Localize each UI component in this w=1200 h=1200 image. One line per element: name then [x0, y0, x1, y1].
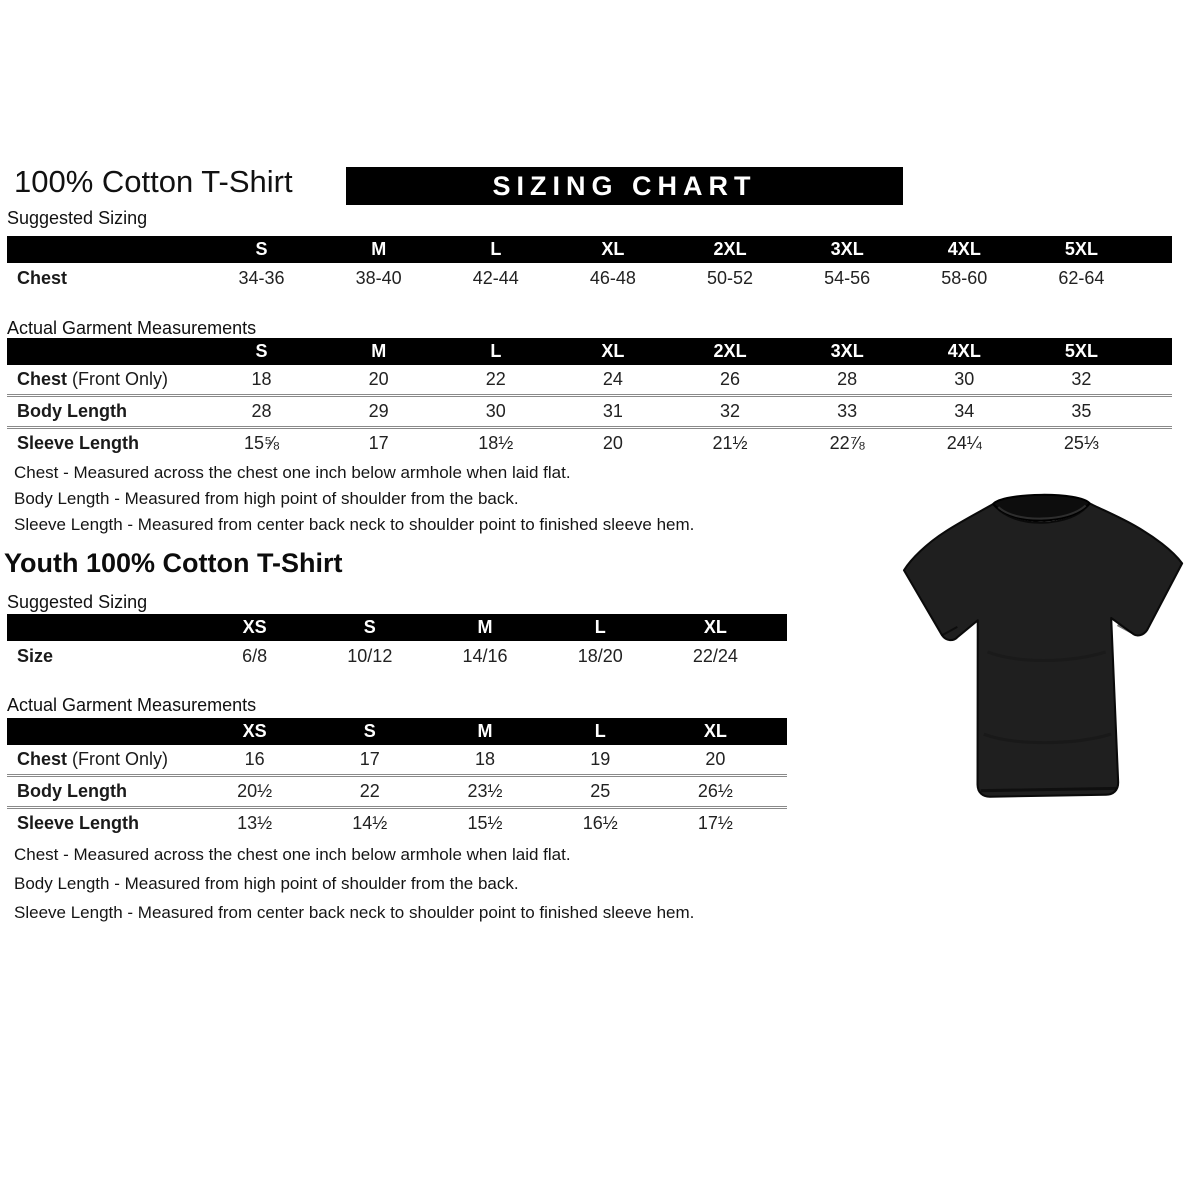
measurement-value: 22: [359, 781, 380, 801]
table-row: [7, 263, 1172, 293]
measurement-value: 15⅝: [244, 433, 280, 453]
measurement-value: 34: [954, 401, 975, 421]
youth-suggested-sizing-label: Suggested Sizing: [7, 592, 148, 612]
measurement-value: 54-56: [824, 267, 871, 288]
measurement-value: 30: [954, 369, 975, 389]
measurement-value: 17: [359, 749, 380, 769]
measurement-value: 38-40: [355, 267, 402, 288]
measurement-value: 28: [837, 369, 858, 389]
row-label: Sleeve Length: [17, 433, 140, 453]
measurement-value: 25⅓: [1063, 433, 1099, 453]
measurement-value: 23½: [467, 781, 503, 801]
measurement-value: 20: [368, 369, 389, 389]
measurement-value: 22⅞: [829, 433, 865, 453]
measurement-value: 28: [251, 401, 272, 421]
page-title: 100% Cotton T-Shirt: [14, 164, 293, 199]
youth-actual-measurements-table: [7, 718, 787, 838]
measurement-value: 16: [244, 749, 265, 769]
measurement-value: 25: [590, 781, 611, 801]
measurement-value: 10/12: [347, 645, 393, 666]
size-column-header: 5XL: [1064, 239, 1098, 259]
size-column-header: S: [255, 239, 268, 259]
size-column-header: L: [594, 617, 606, 637]
size-header-row: [7, 614, 787, 641]
measurement-value: 17½: [697, 813, 733, 833]
size-column-header: S: [255, 341, 268, 361]
size-column-header: L: [490, 239, 502, 259]
measurement-value: 32: [1071, 369, 1092, 389]
size-column-header: S: [363, 721, 376, 741]
measurement-note: Chest - Measured across the chest one inch below armhole when laid flat.: [14, 463, 571, 482]
size-column-header: 4XL: [947, 341, 981, 361]
size-column-header: M: [371, 239, 387, 259]
adult-actual-measurements-label: Actual Garment Measurements: [7, 318, 257, 338]
size-column-header: L: [490, 341, 502, 361]
measurement-value: 34-36: [238, 267, 285, 288]
size-header-row: [7, 338, 1172, 365]
measurement-value: 17: [368, 433, 389, 453]
table-row: [7, 774, 787, 806]
sizing-chart-banner: [346, 167, 903, 205]
measurement-value: 16½: [582, 813, 618, 833]
size-column-header: XL: [703, 617, 727, 637]
measurement-value: 20: [602, 433, 623, 453]
measurement-value: 30: [485, 401, 506, 421]
measurement-value: 29: [368, 401, 389, 421]
measurement-value: 58-60: [941, 267, 988, 288]
measurement-value: 14/16: [462, 645, 508, 666]
measurement-value: 31: [602, 401, 623, 421]
size-header-row: [7, 236, 1172, 263]
measurement-value: 20½: [237, 781, 273, 801]
adult-suggested-sizing-label: Suggested Sizing: [7, 208, 148, 228]
measurement-value: 13½: [237, 813, 273, 833]
measurement-value: 24: [602, 369, 623, 389]
youth-section-title: Youth 100% Cotton T-Shirt: [4, 548, 343, 578]
measurement-note: Chest - Measured across the chest one inch below armhole when laid flat.: [14, 845, 571, 864]
measurement-value: 14½: [352, 813, 388, 833]
row-label: Chest (Front Only): [17, 749, 169, 769]
measurement-note: Body Length - Measured from high point of shoulder from the back.: [14, 489, 519, 508]
size-column-header: 2XL: [713, 239, 747, 259]
size-column-header: 5XL: [1064, 341, 1098, 361]
measurement-note: Body Length - Measured from high point of shoulder from the back.: [14, 874, 519, 893]
table-row: [7, 426, 1172, 458]
adult-measurement-notes: [14, 460, 694, 538]
size-column-header: M: [371, 341, 387, 361]
measurement-value: 22: [485, 369, 506, 389]
table-row: [7, 641, 787, 671]
measurement-note: Sleeve Length - Measured from center back neck to shoulder point to finished sleeve hem.: [14, 903, 695, 922]
measurement-value: 21½: [712, 433, 748, 453]
youth-suggested-sizing-table: [7, 614, 787, 671]
size-column-header: 4XL: [947, 239, 981, 259]
adult-actual-measurements-table: [7, 338, 1172, 458]
measurement-value: 50-52: [707, 267, 754, 288]
black-tshirt-icon: [890, 474, 1198, 828]
measurement-value: 26: [720, 369, 741, 389]
measurement-value: 62-64: [1058, 267, 1105, 288]
size-column-header: M: [477, 721, 493, 741]
size-column-header: 3XL: [830, 341, 864, 361]
youth-actual-measurements-label: Actual Garment Measurements: [7, 695, 257, 715]
measurement-value: 15½: [467, 813, 503, 833]
youth-measurement-notes: [14, 840, 694, 927]
measurement-value: 22/24: [692, 645, 738, 666]
size-column-header: 2XL: [713, 341, 747, 361]
table-row: [7, 365, 1172, 394]
measurement-value: 20: [705, 749, 726, 769]
sizing-chart-banner-text: SIZING CHART: [492, 170, 757, 201]
size-column-header: M: [477, 617, 493, 637]
size-column-header: S: [363, 617, 376, 637]
measurement-value: 18: [474, 749, 496, 769]
measurement-value: 6/8: [242, 645, 268, 666]
measurement-value: 18½: [478, 433, 514, 453]
size-column-header: XS: [242, 721, 267, 741]
row-label: Size: [17, 645, 54, 666]
measurement-value: 24¼: [946, 433, 982, 453]
row-label: Sleeve Length: [17, 813, 140, 833]
adult-suggested-sizing-table: [7, 236, 1172, 293]
size-column-header: XL: [601, 341, 625, 361]
row-label: Body Length: [17, 781, 127, 801]
size-column-header: XL: [601, 239, 625, 259]
table-row: [7, 394, 1172, 426]
table-row: [7, 745, 787, 774]
measurement-value: 19: [590, 749, 611, 769]
row-label: Chest (Front Only): [17, 369, 169, 389]
measurement-value: 35: [1071, 401, 1092, 421]
table-row: [7, 806, 787, 838]
size-header-row: [7, 718, 787, 745]
row-label: Chest: [17, 267, 68, 288]
size-column-header: 3XL: [830, 239, 864, 259]
measurement-value: 26½: [697, 781, 733, 801]
measurement-value: 42-44: [472, 267, 519, 288]
measurement-note: Sleeve Length - Measured from center back neck to shoulder point to finished sleeve hem.: [14, 515, 695, 534]
size-column-header: XL: [703, 721, 727, 741]
measurement-value: 18: [251, 369, 272, 389]
measurement-value: 32: [720, 401, 741, 421]
measurement-value: 46-48: [589, 267, 636, 288]
size-column-header: L: [594, 721, 606, 741]
tshirt-photo: [890, 474, 1198, 828]
measurement-value: 33: [837, 401, 858, 421]
size-column-header: XS: [242, 617, 267, 637]
measurement-value: 18/20: [577, 645, 623, 666]
row-label: Body Length: [17, 401, 127, 421]
